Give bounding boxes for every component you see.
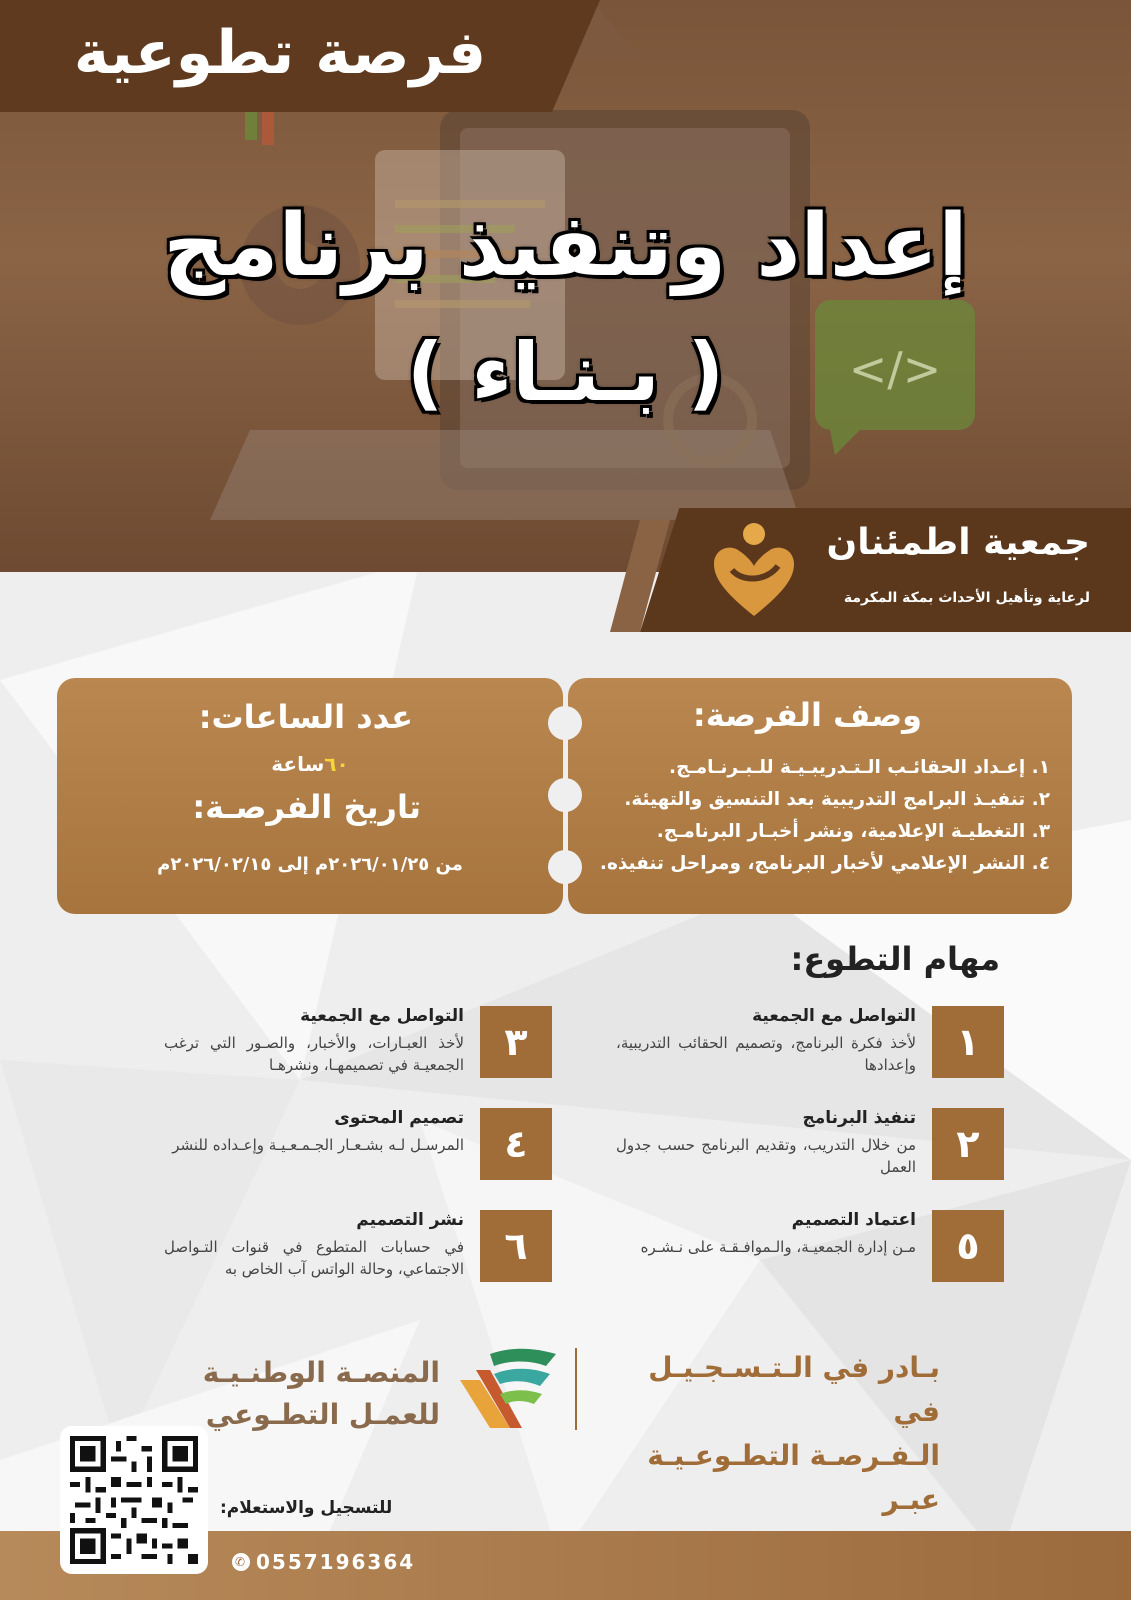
description-item: ٤. النشر الإعلامي لأخبار البرنامج، ومراحل تنفيذه. bbox=[599, 853, 1050, 874]
task-item bbox=[584, 1210, 1004, 1290]
task-description: من خلال التدريب، وتقديم البرنامج حسب جدول العمل bbox=[616, 1136, 916, 1176]
program-title: إعداد وتنفيذ برنامج bbox=[163, 196, 968, 296]
task-number: ٦ bbox=[480, 1210, 552, 1282]
qr-code[interactable] bbox=[60, 1426, 208, 1574]
task-number: ١ bbox=[932, 1006, 1004, 1078]
hours-number: ٦٠ bbox=[324, 752, 349, 776]
hours-title: عدد الساعات: bbox=[198, 698, 413, 736]
program-name: ( بـنـاء ) bbox=[406, 326, 725, 419]
card-notch bbox=[548, 850, 582, 884]
task-number: ٣ bbox=[480, 1006, 552, 1078]
task-title: التواصل مع الجمعية bbox=[752, 1006, 916, 1026]
hours-date-card bbox=[57, 678, 563, 914]
task-item bbox=[132, 1108, 552, 1188]
date-value: من ٢٠٢٦/٠١/٢٥م إلى ٢٠٢٦/٠٢/١٥م bbox=[157, 854, 463, 875]
hours-value bbox=[57, 752, 563, 776]
platform-logo-icon bbox=[450, 1340, 560, 1432]
description-item: ١. إعـداد الحقائـب الـتـدريبـيـة للـبـرنـامـج. bbox=[669, 757, 1050, 778]
hours-unit: ساعة bbox=[271, 752, 325, 776]
opportunity-tag: فرصة تطوعية bbox=[73, 18, 487, 88]
task-title: نشر التصميم bbox=[356, 1210, 464, 1230]
task-item bbox=[132, 1210, 552, 1290]
task-title: تنفيذ البرنامج bbox=[802, 1108, 916, 1128]
task-description: مـن إدارة الجمعيـة، والـموافـقـة على نـشـره bbox=[640, 1238, 916, 1256]
task-description: المرسـل لـه بشـعـار الجـمـعـيـة وإعـداده للنشر bbox=[172, 1136, 464, 1154]
phone-number[interactable] bbox=[232, 1550, 472, 1574]
description-item: ٣. التغطيـة الإعلامية، ونشر أخبـار البرنامـج. bbox=[656, 821, 1050, 842]
task-description: لأخذ العبـارات، والأخبار، والصـور التي ترغب الجمعيـة في تصميمهـا، ونشرهـا bbox=[164, 1034, 464, 1074]
description-title: وصف الفرصة: bbox=[692, 696, 922, 734]
date-title: تاريخ الفرصـة: bbox=[192, 788, 421, 826]
card-notch bbox=[548, 706, 582, 740]
task-title: التواصل مع الجمعية bbox=[300, 1006, 464, 1026]
svg-text:</>: </> bbox=[848, 342, 942, 396]
task-item bbox=[132, 1006, 552, 1086]
task-title: تصميم المحتوى bbox=[334, 1108, 464, 1128]
cta-line: الـفـرصـة التطـوعـيـة عبـر bbox=[647, 1439, 940, 1516]
phone-text: 0557196364 bbox=[256, 1550, 416, 1574]
cta-line: بـادر في الـتـسـجـيـل في bbox=[648, 1351, 940, 1428]
task-description: لأخذ فكرة البرنامج، وتصميم الحقائب التدريبية، وإعدادها bbox=[616, 1034, 916, 1074]
national-platform-name bbox=[200, 1352, 440, 1436]
task-item bbox=[584, 1108, 1004, 1188]
qr-code-icon bbox=[70, 1436, 198, 1564]
platform-line: للعمـل التطـوعي bbox=[205, 1398, 440, 1431]
task-title: اعتماد التصميم bbox=[791, 1210, 916, 1230]
divider bbox=[575, 1348, 577, 1430]
card-notch bbox=[548, 778, 582, 812]
register-label: للتسجيل والاستعلام: bbox=[220, 1498, 393, 1518]
task-number: ٢ bbox=[932, 1108, 1004, 1180]
phone-icon: ✆ bbox=[232, 1553, 250, 1571]
org-subtitle: لرعاية وتأهيل الأحداث بمكة المكرمة bbox=[843, 590, 1090, 606]
hero-banner bbox=[0, 0, 1131, 572]
description-list bbox=[600, 752, 1050, 880]
description-item: ٢. تنفيـذ البرامج التدريبية بعد التنسيق والتهيئة. bbox=[624, 789, 1050, 810]
org-name: جمعية اطمئنان bbox=[826, 522, 1090, 563]
org-logo-icon bbox=[712, 520, 796, 620]
task-number: ٤ bbox=[480, 1108, 552, 1180]
register-call-to-action bbox=[600, 1346, 940, 1522]
task-number: ٥ bbox=[932, 1210, 1004, 1282]
tasks-title: مهام التطوع: bbox=[790, 940, 1000, 978]
task-item bbox=[584, 1006, 1004, 1086]
task-description: في حسابات المتطوع في قنوات التـواصل الاجتماعي، وحالة الواتس آب الخاص به bbox=[164, 1238, 464, 1278]
platform-line: المنصـة الوطنـيـة bbox=[202, 1356, 440, 1389]
description-card bbox=[568, 678, 1072, 914]
